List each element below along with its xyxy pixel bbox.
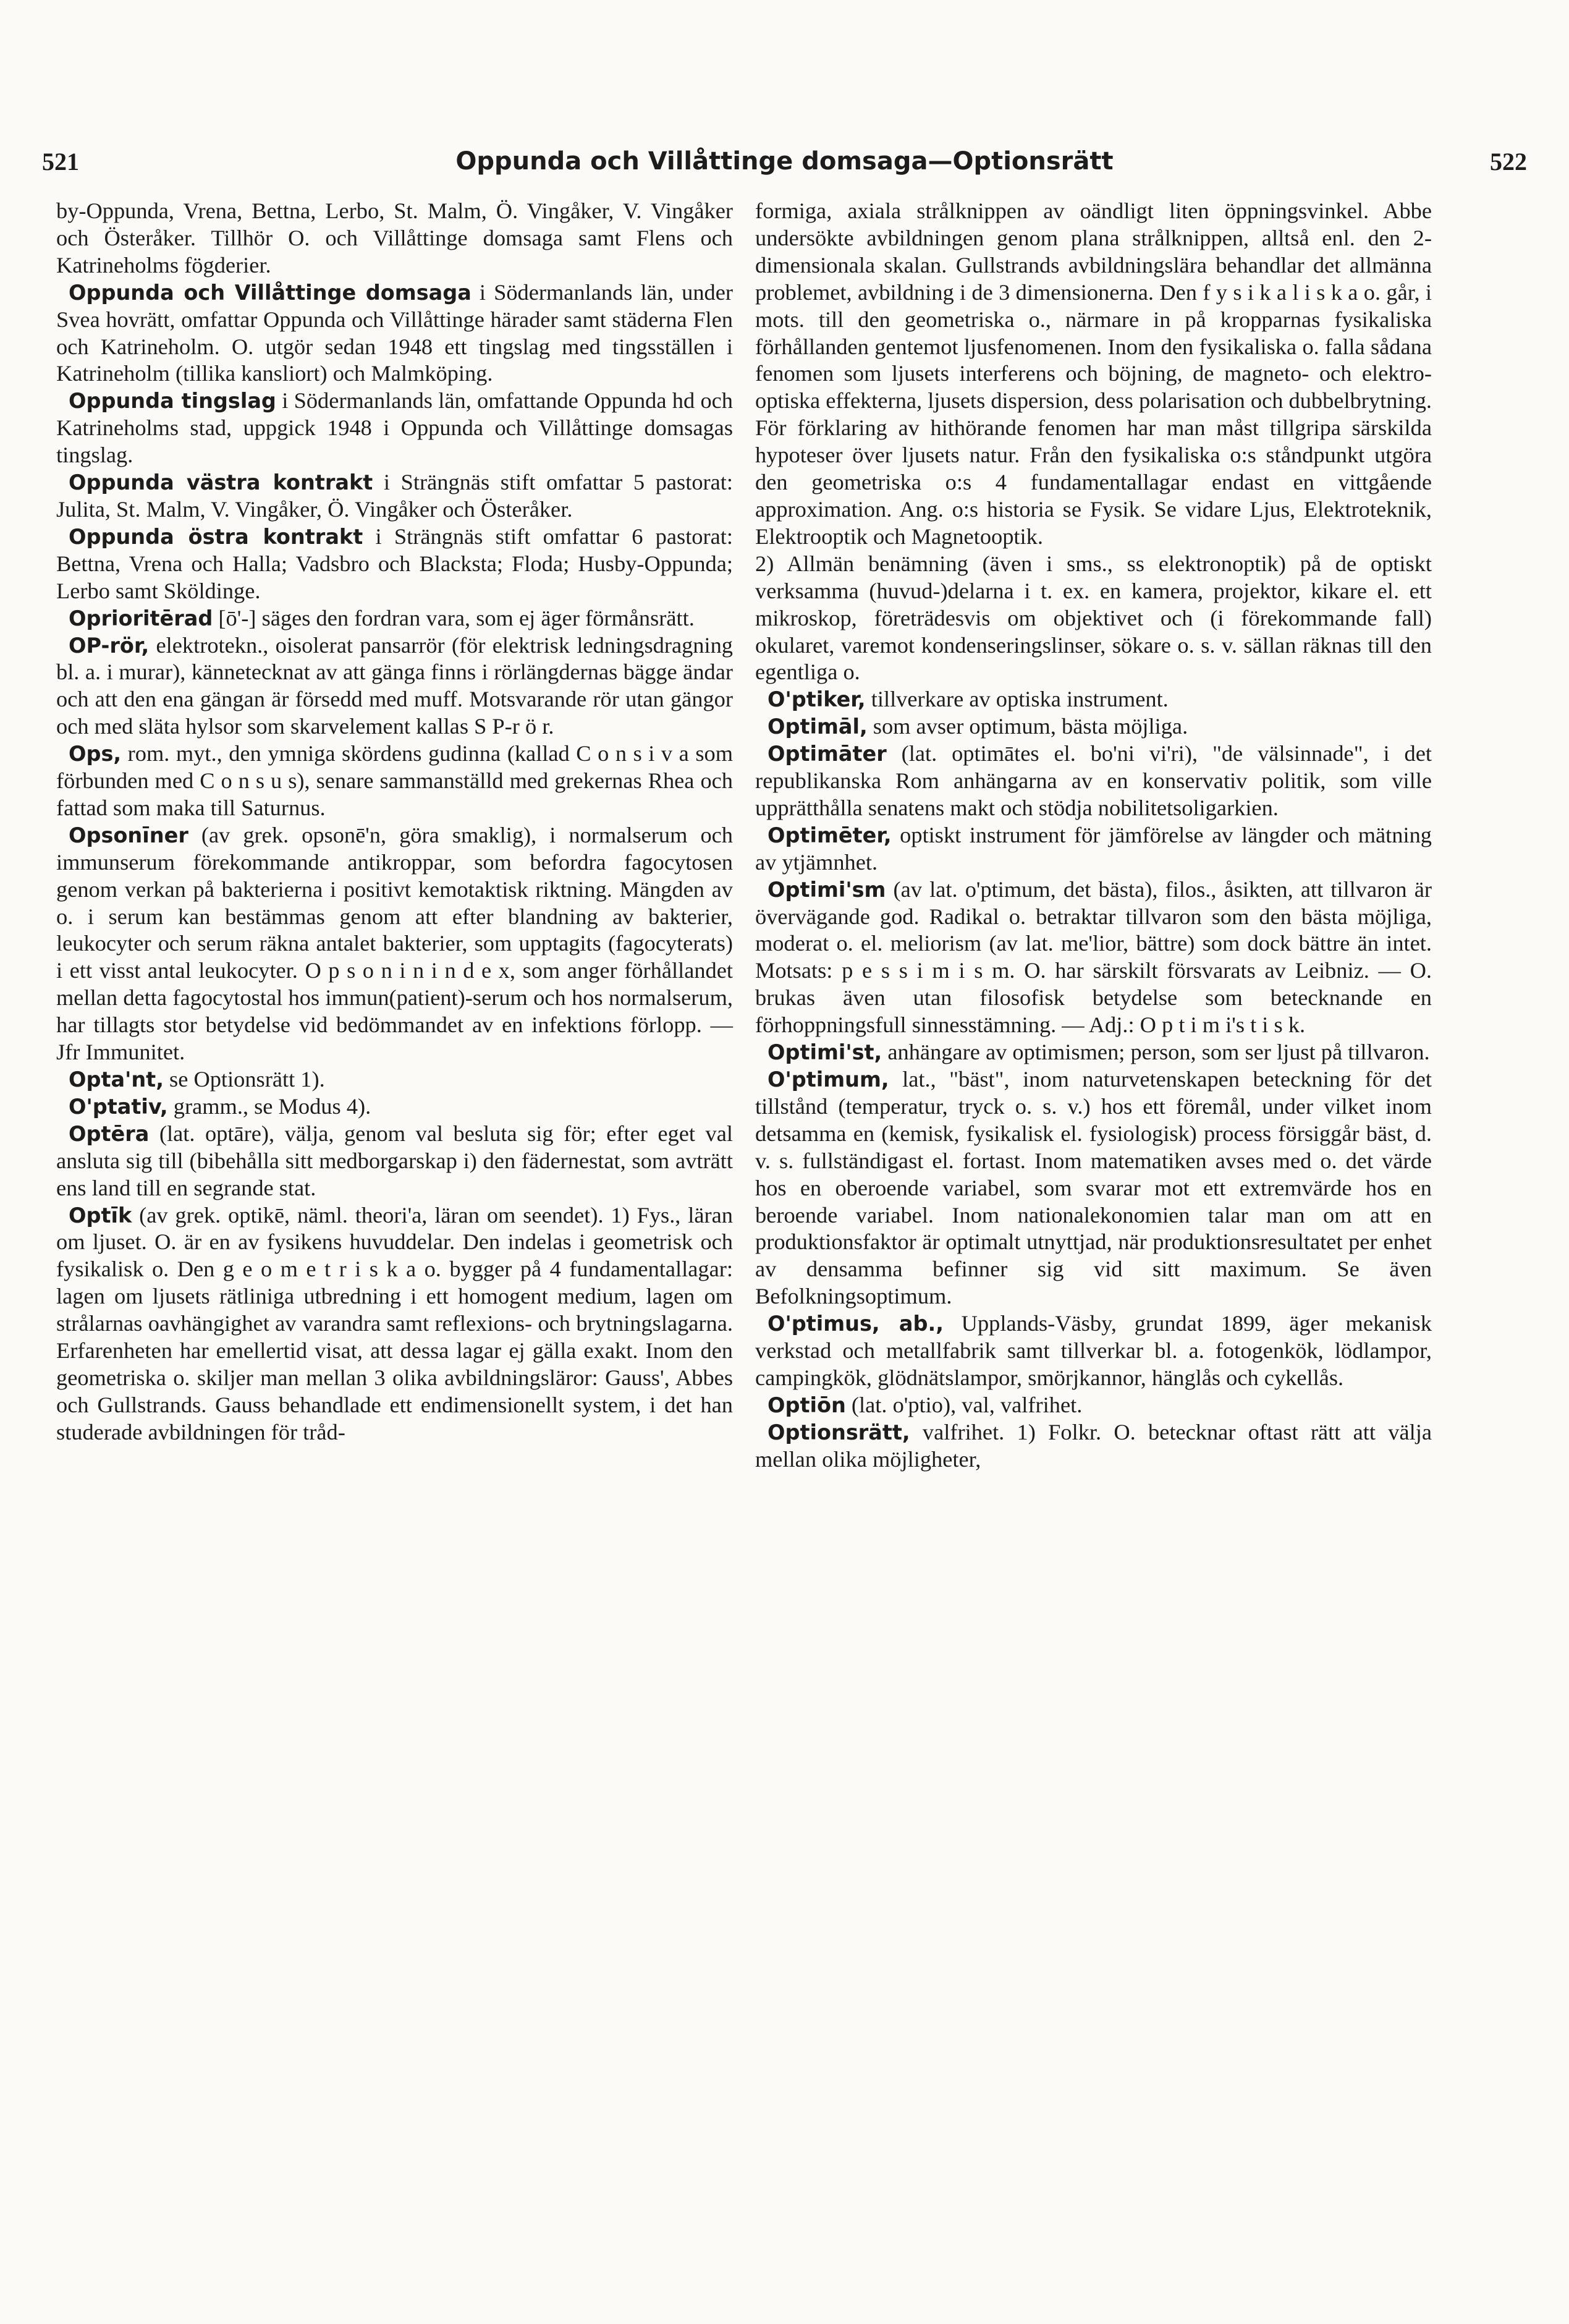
entry-text: valfrihet. 1) Folkr. O. betecknar oftast rätt att välja mellan olika möjligheter, xyxy=(755,1419,1432,1472)
entry xyxy=(56,198,733,279)
entry xyxy=(56,740,733,822)
page-number-left: 521 xyxy=(42,148,79,176)
entry-text: formiga, axiala strålknippen av oändligt liten öppningsvinkel. Abbe undersökte avbildningen genom plana strålknippen, alltså enl. den 2-dimensionala skalan. Gullstrands avbildningslära behandlar det allmänna problemet, avbildning i de 3 dimensionerna. Den f y s i k a l i s k a o. går, i mots. till den geometriska o., närmare in på kropparnas fysikaliska förhållanden gentemot ljusfenomenen. Inom den fysikaliska o. falla sådana fenomen som ljusets interferens och böjning, de magneto- och elektro-optiska effekterna, ljusets dispersion, dess polarisation och dubbelbrytning. För förklaring av hithörande fenomen har man måst tillgripa särskilda hypoteser över ljusets natur. Från den fysikaliska o:s ståndpunkt utgöra den geometriska o:s 4 fundamentallagar endast en vittgående approximation. Ang. o:s historia se Fysik. Se vidare Ljus, Elektroteknik, Elektrooptik och Magnetooptik. xyxy=(755,198,1432,549)
entry-headword: Oppunda tingslag xyxy=(69,389,276,413)
entry xyxy=(755,713,1432,740)
entry-headword: Optiōn xyxy=(768,1393,846,1417)
entry xyxy=(755,551,1432,687)
entry-text: som avser optimum, bästa möjliga. xyxy=(867,714,1188,739)
entry-headword: OP-rör, xyxy=(69,633,150,658)
entry-headword: Optēra xyxy=(69,1121,150,1146)
entry xyxy=(56,279,733,388)
entry-headword: Optimi'st, xyxy=(768,1040,882,1065)
entry-headword: Oppunda östra kontrakt xyxy=(69,524,363,549)
entry-text: optiskt instrument för jämförelse av längder och mätning av ytjämnhet. xyxy=(755,822,1432,875)
entry xyxy=(755,198,1432,551)
entry-text: [ō'-] säges den fordran vara, som ej äger förmånsrätt. xyxy=(213,605,695,630)
entry-text: rom. myt., den ymniga skördens gudinna (kallad C o n s i v a som förbunden med C o n s u s), senare sammanställd med grekernas Rhea och fattad som maka till Saturnus. xyxy=(56,741,733,820)
entry xyxy=(56,1202,733,1446)
entry xyxy=(755,1310,1432,1392)
entry-headword: Oppunda västra kontrakt xyxy=(69,470,373,495)
entry xyxy=(755,822,1432,876)
entry-text: tillverkare av optiska instrument. xyxy=(865,687,1169,712)
entry-headword: Optimi'sm xyxy=(768,877,886,902)
entry xyxy=(56,1121,733,1202)
entry-headword: Optimēter, xyxy=(768,823,892,847)
entry xyxy=(56,469,733,524)
entry-text: (av lat. o'ptimum, det bästa), filos., åsikten, att tillvaron är övervägande god. Radikal o. betraktar tillvaron som den bästa möjliga, moderat o. el. meliorism (av lat. me'lior, bättre) som dock bättre än intet. Motsats: p e s s i m i s m. O. har särskilt försvarats av Leibniz. — O. brukas även utan filosofisk betydelse som betecknande en förhoppningsfull sinnesstämning. — Adj.: O p t i m i's t i s k. xyxy=(755,876,1432,1038)
entry-headword: Oppunda och Villåttinge domsaga xyxy=(69,280,472,305)
entry-text: lat., "bäst", inom naturvetenskapen beteckning för det tillstånd (temperatur, tryck o. s. v.) hos ett föremål, under vilket inom detsamma en (kemisk, fysikalisk el. fysiologisk) process försiggår bäst, d. v. s. fullständigast el. fortast. Inom matematiken avses med o. det värde hos en oberoende variabel, som svarar mot ett extremvärde hos en beroende variabel. Inom nationalekonomien talar man om att en produktionsfaktor är optimalt utnyttjad, när produktionsresultatet per enhet av densamma befinner sig vid sitt maximum. Se även Befolkningsoptimum. xyxy=(755,1067,1432,1309)
entry xyxy=(56,822,733,1066)
entry-headword: O'ptiker, xyxy=(768,687,866,712)
entry-text: i Strängnäs stift omfattar 6 pastorat: Bettna, Vrena och Halla; Vadsbro och Blacksta; Floda; Husby-Oppunda; Lerbo samt Sköldinge. xyxy=(56,524,733,603)
entry-headword: O'ptativ, xyxy=(69,1094,168,1119)
entry-text: i Strängnäs stift omfattar 5 pastorat: Julita, St. Malm, V. Vingåker, Ö. Vingåker och Österåker. xyxy=(56,470,734,522)
entry-headword: Opsonīner xyxy=(69,823,188,847)
running-title: Oppunda och Villåttinge domsaga—Optionsrätt xyxy=(455,147,1114,176)
right-column xyxy=(755,198,1432,1474)
entry xyxy=(56,524,733,605)
entry xyxy=(755,1039,1432,1066)
entry xyxy=(755,1419,1432,1474)
entry xyxy=(56,1093,733,1121)
entry-headword: O'ptimus, ab., xyxy=(768,1312,944,1336)
entry-text: (lat. o'ptio), val, valfrihet. xyxy=(845,1392,1083,1417)
entry-text: elektrotekn., oisolerat pansarrör (för elektrisk ledningsdragning bl. a. i murar), kännetecknat av att gänga finns i rörlängdernas bägge ändar och att den ena gängan är försedd med muff. Motsvarande rör utan gängor och med släta hylsor som skarvelement kallas S P-r ö r. xyxy=(56,632,733,739)
entry-headword: Ops, xyxy=(69,742,122,766)
page-number-right: 522 xyxy=(1490,148,1527,176)
entry-headword: Opta'nt, xyxy=(69,1067,164,1092)
entry-text: (av grek. opsonē'n, göra smaklig), i normalserum och immunserum förekommande antikroppar, som befordra fagocytosen genom verkan på bakterierna i positivt kemotaktisk riktning. Mängden av o. i serum kan bestämmas genom att efter blandning av bakterier, leukocyter och serum räkna antalet bakterier, som upptagits (fagocyterats) i ett visst antal leukocyter. O p s o n i n i n d e x, som anger förhållandet mellan detta fagocytostal hos immun(patient)-serum och hos normalserum, har tillagts stor betydelse vid bedömmandet av en infektions förlopp. — Jfr Immunitet. xyxy=(56,822,733,1065)
entry-headword: Optionsrätt, xyxy=(768,1420,910,1444)
entry-headword: Optīk xyxy=(69,1203,132,1228)
entry xyxy=(56,632,733,741)
entry-text: (lat. optimātes el. bo'ni vi'ri), "de välsinnade", i det republikanska Rom anhängarna av en konservativ politik, som ville upprätthålla senatens makt och stödja nobilitetsoligarkien. xyxy=(755,741,1432,820)
entry-text: i Södermanlands län, omfattande Oppunda hd och Katrineholms stad, uppgick 1948 i Oppunda och Villåttinge domsagas tingslag. xyxy=(56,388,733,468)
entry xyxy=(56,1066,733,1093)
entry xyxy=(56,605,733,632)
entry-text: se Optionsrätt 1). xyxy=(163,1067,325,1092)
entry-text: (av grek. optikē, näml. theori'a, läran om seendet). 1) Fys., läran om ljuset. O. är en av fysikens huvuddelar. Den indelas i geometrisk och fysikalisk o. Den g e o m e t r i s k a o. bygger på 4 fundamentallagar: lagen om ljusets rätliniga utbredning i ett homogent medium, lagen om strålarnas oavhängighet av varandra samt reflexions- och brytningslagarna. Erfarenheten har emellertid visat, att dessa lagar ej gälla exakt. Inom den geometriska o. skiljer man mellan 3 olika avbildningsläror: Gauss', Abbes och Gullstrands. Gauss behandlade ett endimensionellt system, i det han studerade avbildningen för tråd- xyxy=(56,1202,733,1444)
entry xyxy=(755,686,1432,713)
entry-text: gramm., se Modus 4). xyxy=(167,1093,371,1119)
entry-text: 2) Allmän benämning (även i sms., ss elektronoptik) på de optiskt verksamma (huvud-)delarna i t. ex. en kamera, projektor, kikare el. ett mikroskop, företrädesvis om objektivet och (i förekommande fall) okularet, varemot kondenseringslinser, sökare o. s. v. sällan räknas till den egentliga o. xyxy=(755,551,1432,685)
entry-text: by-Oppunda, Vrena, Bettna, Lerbo, St. Malm, Ö. Vingåker, V. Vingåker och Österåker. Tillhör O. och Villåttinge domsaga samt Flens och Katrineholms fögderier. xyxy=(56,198,733,278)
entry-headword: Optimāl, xyxy=(768,715,868,739)
entry-text: anhängare av optimismen; person, som ser ljust på tillvaron. xyxy=(882,1040,1430,1065)
entry-headword: O'ptimum, xyxy=(768,1067,889,1092)
entry-headword: Optimāter xyxy=(768,742,887,766)
entry-text: Upplands-Väsby, grundat 1899, äger mekanisk verkstad och metallfabrik samt tillverkar bl. a. fotogenkök, lödlampor, campingkök, glödnätslampor, smörjkannor, hänglås och cykellås. xyxy=(755,1311,1432,1390)
entry xyxy=(755,1392,1432,1419)
entry xyxy=(755,876,1432,1039)
entry xyxy=(755,740,1432,822)
left-column xyxy=(56,198,733,1446)
entry-text: i Södermanlands län, under Svea hovrätt, omfattar Oppunda och Villåttinge härader samt städerna Flen och Katrineholm. O. utgör sedan 1948 ett tingslag med tingsställen i Katrineholm (tillika kansliort) och Malmköping. xyxy=(56,279,734,386)
entry-text: (lat. optāre), välja, genom val besluta sig för; efter eget val ansluta sig till (bibehålla sitt medborgarskap i) den fädernestat, som avträtt ens land till en segrande stat. xyxy=(56,1121,733,1200)
entry-headword: Oprioritērad xyxy=(69,606,213,630)
entry xyxy=(755,1066,1432,1310)
entry xyxy=(56,388,733,469)
page-header xyxy=(42,147,1527,184)
